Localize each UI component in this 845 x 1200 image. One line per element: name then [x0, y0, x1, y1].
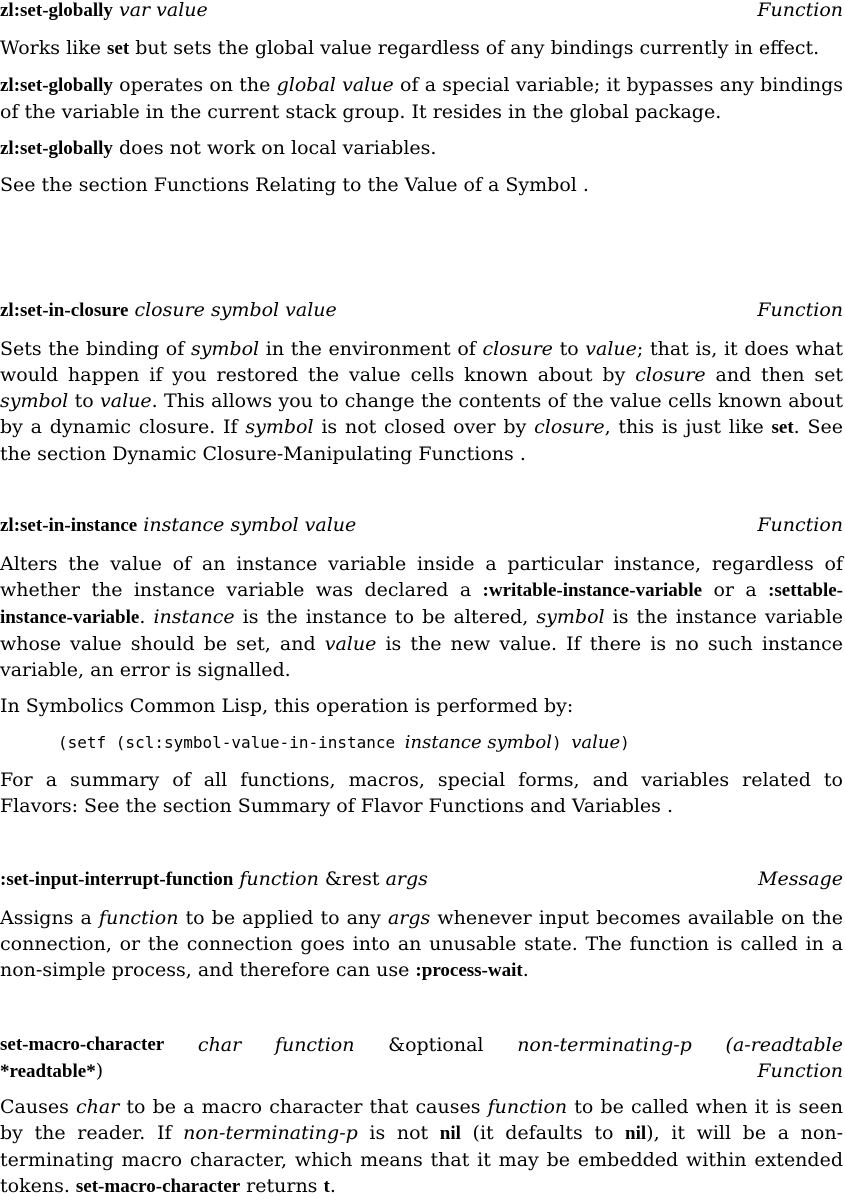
paragraph: For a summary of all functions, macros, special forms, and variables related to Flavors: See the section Summary of Flavor Functions and Variables .	[0, 769, 843, 817]
entry-set-in-closure	[0, 300, 843, 467]
function-args: function	[274, 1034, 355, 1056]
cross-reference-link[interactable]: Summary of Flavor Functions and Variables	[237, 795, 661, 817]
lambda-keyword: &rest	[324, 868, 380, 890]
paragraph: zl:set-globally does not work on local variables.	[0, 137, 437, 159]
function-name: zl:set-in-closure	[0, 300, 129, 321]
function-args: closure symbol value	[134, 299, 337, 321]
function-args: args	[385, 868, 428, 890]
paragraph: See the section Functions Relating to the Value of a Symbol .	[0, 174, 589, 196]
entry-kind: Message	[758, 868, 843, 890]
cross-reference-link[interactable]: Dynamic Closure-Manipulating Functions	[112, 443, 514, 465]
function-name: zl:set-globally	[0, 0, 113, 21]
entry-set-globally	[0, 0, 843, 198]
function-args: function	[239, 868, 319, 890]
entry-kind: Function	[757, 514, 843, 536]
paragraph: Assigns a function to be applied to any args whenever input becomes available on the connection, or the connection goes into an unusable state. The function is called in a non-simple process, and therefore can use :process-wait.	[0, 907, 843, 981]
entry-header	[0, 869, 843, 891]
paragraph: Causes char to be a macro character that causes function to be called when it is seen by the reader. If non-terminating-p is not nil (it defaults to nil), it will be a non-terminating macro character, which means that it may be embedded within extended tokens. set-macro-character returns t.	[0, 1096, 844, 1197]
function-name: :set-input-interrupt-function	[0, 869, 234, 890]
entry-set-input-interrupt-function	[0, 869, 843, 984]
cross-reference-link[interactable]: Functions Relating to the Value of a Symbol	[153, 174, 577, 196]
entry-kind: Function	[757, 0, 843, 21]
entry-header	[0, 515, 843, 537]
code-example: (setf (scl:symbol-value-in-instance instance symbol) value)	[58, 732, 630, 753]
function-name: zl:set-in-instance	[0, 515, 138, 536]
paragraph: In Symbolics Common Lisp, this operation is performed by:	[0, 695, 574, 717]
paragraph: Alters the value of an instance variable inside a particular instance, regardless of whether the instance variable was declared a :writable-instance-variable or a :settable-instance-variable. instance is the instance to be altered, symbol is the instance variable whose value should be set, and value is the new value. If there is no such instance variable, an error is signalled.	[0, 553, 843, 681]
paragraph: zl:set-globally operates on the global value of a special variable; it bypasses any bindings of the variable in the current stack group. It resides in the global package.	[0, 74, 844, 123]
function-args: *readtable*	[0, 1061, 96, 1082]
entry-kind: Function	[757, 299, 843, 321]
paragraph: Works like set but sets the global value regardless of any bindings currently in effect.	[0, 37, 820, 59]
paren: )	[95, 1060, 104, 1082]
entry-set-in-instance	[0, 515, 843, 819]
entry-header	[0, 300, 843, 322]
entry-set-macro-character	[0, 1032, 843, 1200]
function-args: char	[197, 1034, 242, 1056]
paragraph: Sets the binding of symbol in the environment of closure to value; that is, it does what would happen if you restored the value cells known about by closure and then set symbol to value. This allows you to change the contents of the value cells known about by a dynamic closure. If symbol is not closed over by closure, this is just like set. See the section Dynamic Closure-Manipulating Functions .	[0, 338, 844, 465]
function-args: non-terminating-p	[517, 1034, 692, 1056]
entry-header	[0, 0, 843, 22]
function-args: instance symbol value	[143, 514, 357, 536]
function-args: var value	[118, 0, 208, 21]
entry-header	[0, 1032, 843, 1084]
lambda-keyword: &optional	[388, 1034, 484, 1056]
function-args: (a-readtable	[725, 1034, 843, 1056]
entry-kind: Function	[757, 1060, 843, 1082]
function-name: set-macro-character	[0, 1034, 165, 1055]
